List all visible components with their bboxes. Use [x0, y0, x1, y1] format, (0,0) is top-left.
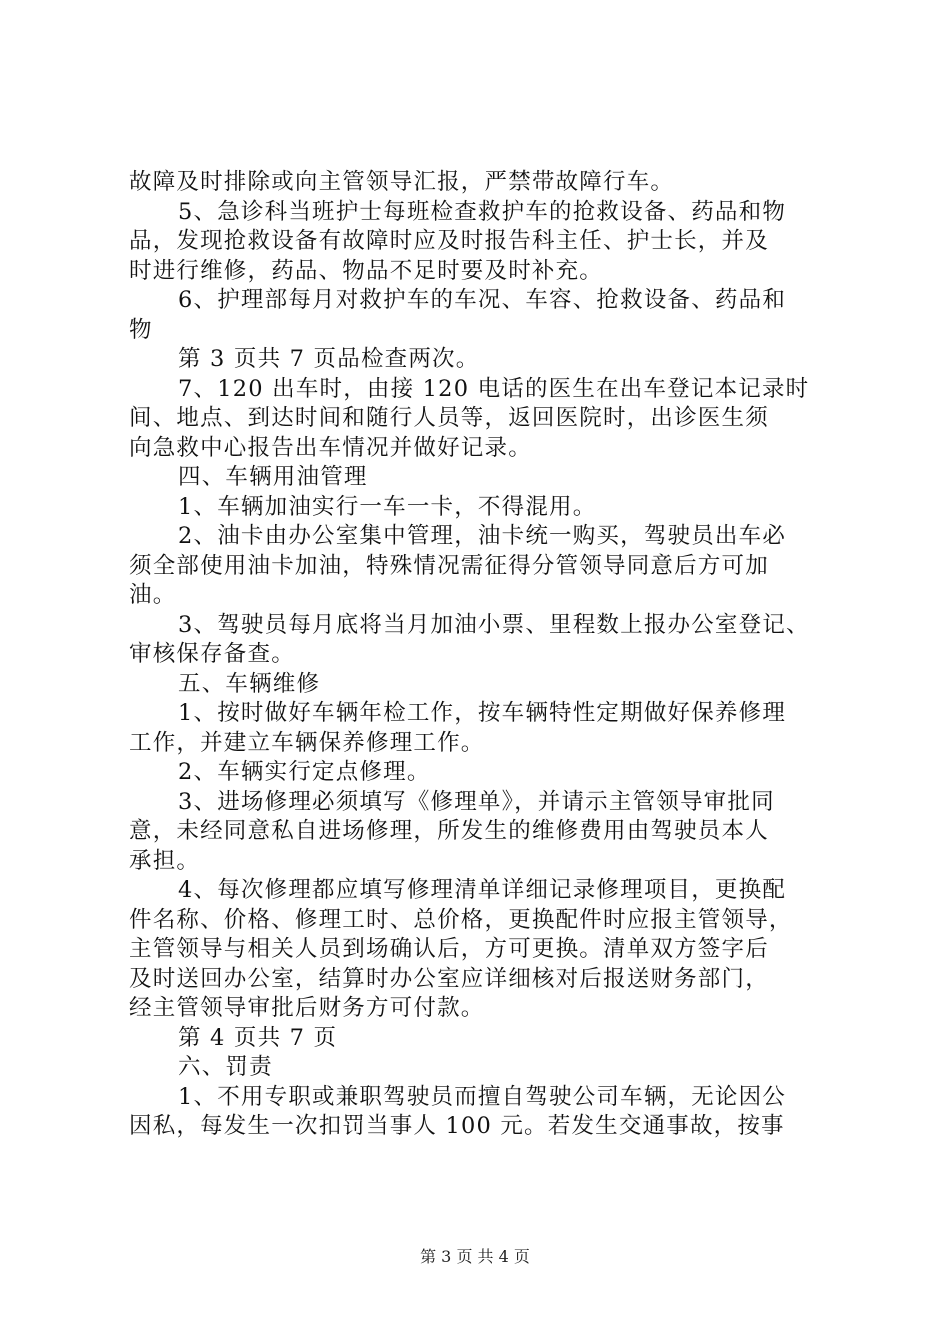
text-line: 经主管领导审批后财务方可付款。	[129, 995, 485, 1021]
text-line: 3、进场修理必须填写《修理单》，并请示主管领导审批同	[178, 788, 775, 815]
text-line: 向急救中心报告出车情况并做好记录。	[129, 434, 532, 461]
text-line: 四、车辆用油管理	[178, 464, 368, 490]
text-line: 3、驾驶员每月底将当月加油小票、里程数上报办公室登记、	[178, 611, 810, 638]
text-line: 6、护理部每月对救护车的车况、车容、抢救设备、药品和	[178, 287, 787, 313]
text-line: 2、车辆实行定点修理。	[178, 759, 431, 785]
text-line: 故障及时排除或向主管领导汇报，严禁带故障行车。	[129, 169, 675, 195]
text-line: 六、罚责	[178, 1054, 273, 1080]
text-line: 主管领导与相关人员到场确认后，方可更换。清单双方签字后	[129, 936, 769, 962]
text-line: 品，发现抢救设备有故障时应及时报告科主任、护士长，并及	[129, 228, 769, 254]
text-line: 1、车辆加油实行一车一卡，不得混用。	[178, 493, 597, 520]
text-line: 及时送回办公室，结算时办公室应详细核对后报送财务部门，	[129, 965, 769, 992]
text-line: 件名称、价格、修理工时、总价格，更换配件时应报主管领导，	[129, 906, 793, 933]
text-line: 1、按时做好车辆年检工作，按车辆特性定期做好保养修理	[178, 700, 787, 726]
text-line: 须全部使用油卡加油，特殊情况需征得分管领导同意后方可加	[129, 552, 769, 579]
text-line: 1、不用专职或兼职驾驶员而擅自驾驶公司车辆，无论因公	[178, 1083, 787, 1110]
page-footer: 第 3 页 共 4 页	[420, 1247, 530, 1266]
text-line: 间、地点、到达时间和随行人员等，返回医院时，出诊医生须	[129, 405, 769, 431]
text-line: 2、油卡由办公室集中管理，油卡统一购买，驾驶员出车必	[178, 523, 787, 549]
text-line: 物	[129, 316, 153, 343]
text-line: 第 3 页共 7 页品检查两次。	[178, 346, 480, 372]
text-line: 承担。	[129, 847, 201, 874]
text-line: 油。	[129, 582, 177, 608]
text-line: 7、120 出车时，由接 120 电话的医生在出车登记本记录时	[178, 375, 810, 402]
text-line: 五、车辆维修	[178, 670, 321, 697]
text-line: 4、每次修理都应填写修理清单详细记录修理项目，更换配	[178, 877, 787, 903]
text-line: 意，未经同意私自进场修理，所发生的维修费用由驾驶员本人	[129, 818, 769, 844]
text-line: 5、急诊科当班护士每班检查救护车的抢救设备、药品和物	[178, 198, 787, 225]
text-line: 审核保存备查。	[129, 641, 295, 667]
text-line: 时进行维修，药品、物品不足时要及时补充。	[129, 257, 604, 284]
text-line: 第 4 页共 7 页	[178, 1024, 338, 1051]
text-line: 因私，每发生一次扣罚当事人 100 元。若发生交通事故，按事	[129, 1113, 785, 1139]
document-body	[129, 168, 849, 1142]
text-line: 工作，并建立车辆保养修理工作。	[129, 729, 485, 756]
